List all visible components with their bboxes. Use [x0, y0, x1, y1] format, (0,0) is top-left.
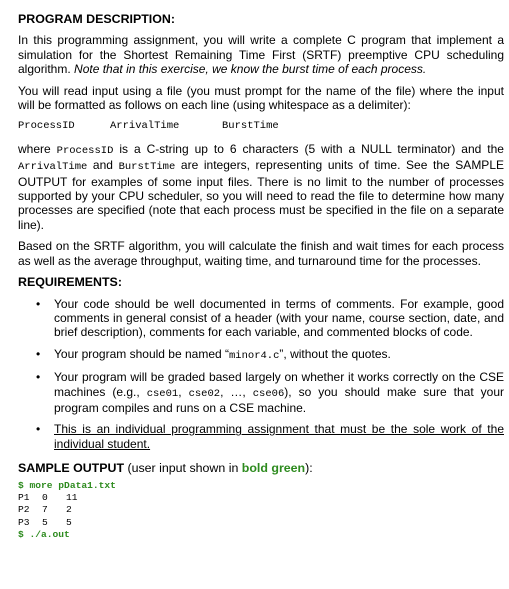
row-arrival: 7: [42, 504, 48, 516]
sample-command-more: $ more pData1.txt: [18, 479, 116, 491]
description-paragraph-3: [18, 142, 504, 232]
requirement-item-comments: [36, 296, 504, 340]
bullet-icon: •: [36, 346, 41, 361]
requirement-item-individual: [36, 422, 504, 451]
sample-row: [18, 492, 504, 504]
code-cse02: cse02: [188, 387, 221, 400]
p3-text-b: is a C-string up to 6 characters (5 with a NULL terminator) and the: [113, 141, 504, 156]
p3-text-d: are integers, representing units of time. See the SAMPLE OUTPUT for examples of some input files. There is no limit to the number of processes supported by your CPU scheduler, so you will need to read the file to determine how many processes are specified (note that each process must be specified in the file on a separate line).: [18, 158, 504, 232]
requirement-text: Your code should be well documented in terms of comments. For example, good comments in general consist of a header (with your name, course section, date, and brief description), comments for each variable, and commented blocks of code.: [54, 296, 504, 340]
sample-row: [18, 517, 504, 529]
sample-row: [18, 504, 504, 516]
p3-text-c: and: [87, 158, 119, 173]
code-process-id: ProcessID: [56, 144, 114, 157]
requirement-text-b: ), so you should make sure that your program compiles and runs on a CSE machine.: [54, 384, 505, 415]
row-burst: 2: [66, 504, 72, 516]
code-cse01: cse01: [146, 387, 179, 400]
requirement-text-a: Your program will be graded based largely on whether it works correctly on the CSE machines (e.g.,: [54, 370, 504, 399]
code-cse06: cse06: [252, 387, 285, 400]
row-burst: 11: [66, 491, 78, 503]
sample-output-heading: [18, 461, 504, 475]
bullet-icon: •: [36, 296, 41, 311]
requirements-list: [18, 297, 504, 452]
description-text: In this programming assignment, you will write a complete C program that implement a simulation for the Shortest Remaining Time First (SRTF) preemptive CPU scheduling algorithm.: [18, 33, 504, 77]
sample-output-title: SAMPLE OUTPUT: [18, 461, 125, 476]
description-paragraph-1: [18, 33, 504, 76]
sample-command-run: $ ./a.out: [18, 529, 70, 541]
input-format-fields: [18, 119, 504, 133]
bullet-icon: •: [36, 422, 41, 437]
description-paragraph-2: You will read input using a file (you must prompt for the name of the file) where the input will be formatted as follows on each line (using whitespace as a delimiter):: [18, 83, 504, 113]
requirement-text-b: ”, without the quotes.: [279, 346, 391, 361]
field-arrival-time: ArrivalTime: [110, 120, 180, 133]
separator: , …,: [220, 384, 253, 399]
requirement-item-cse-machines: [36, 370, 505, 415]
row-process-id: P1: [18, 491, 30, 503]
sample-note-green: bold green: [241, 461, 306, 476]
code-arrival-time: ArrivalTime: [18, 161, 88, 174]
separator: ,: [178, 384, 189, 399]
row-process-id: P2: [18, 504, 30, 516]
code-filename: minor4.c: [229, 349, 280, 362]
sample-note-b: ):: [305, 461, 313, 476]
requirement-item-filename: [36, 346, 504, 363]
description-paragraph-4: Based on the SRTF algorithm, you will calculate the finish and wait times for each process as well as the average throughput, waiting time, and turnaround time for the processes.: [18, 239, 504, 268]
requirement-text: This is an individual programming assignment that must be the sole work of the individual student.: [54, 422, 504, 451]
row-burst: 5: [66, 516, 72, 528]
field-burst-time: BurstTime: [222, 120, 279, 133]
code-burst-time: BurstTime: [118, 161, 176, 174]
field-process-id: ProcessID: [18, 120, 75, 133]
requirements-heading: REQUIREMENTS:: [18, 275, 122, 290]
sample-note-a: (user input shown in: [124, 461, 242, 476]
row-process-id: P3: [18, 516, 30, 528]
row-arrival: 0: [42, 491, 48, 503]
row-arrival: 5: [42, 516, 48, 528]
requirement-text-a: Your program should be named “: [54, 346, 229, 361]
document-page: [18, 12, 504, 542]
program-description-heading: PROGRAM DESCRIPTION:: [18, 12, 175, 26]
sample-output-block: [18, 480, 504, 542]
bullet-icon: •: [36, 370, 41, 385]
description-note: Note that in this exercise, we know the burst time of each process.: [74, 62, 427, 77]
p3-text-a: where: [18, 141, 57, 156]
